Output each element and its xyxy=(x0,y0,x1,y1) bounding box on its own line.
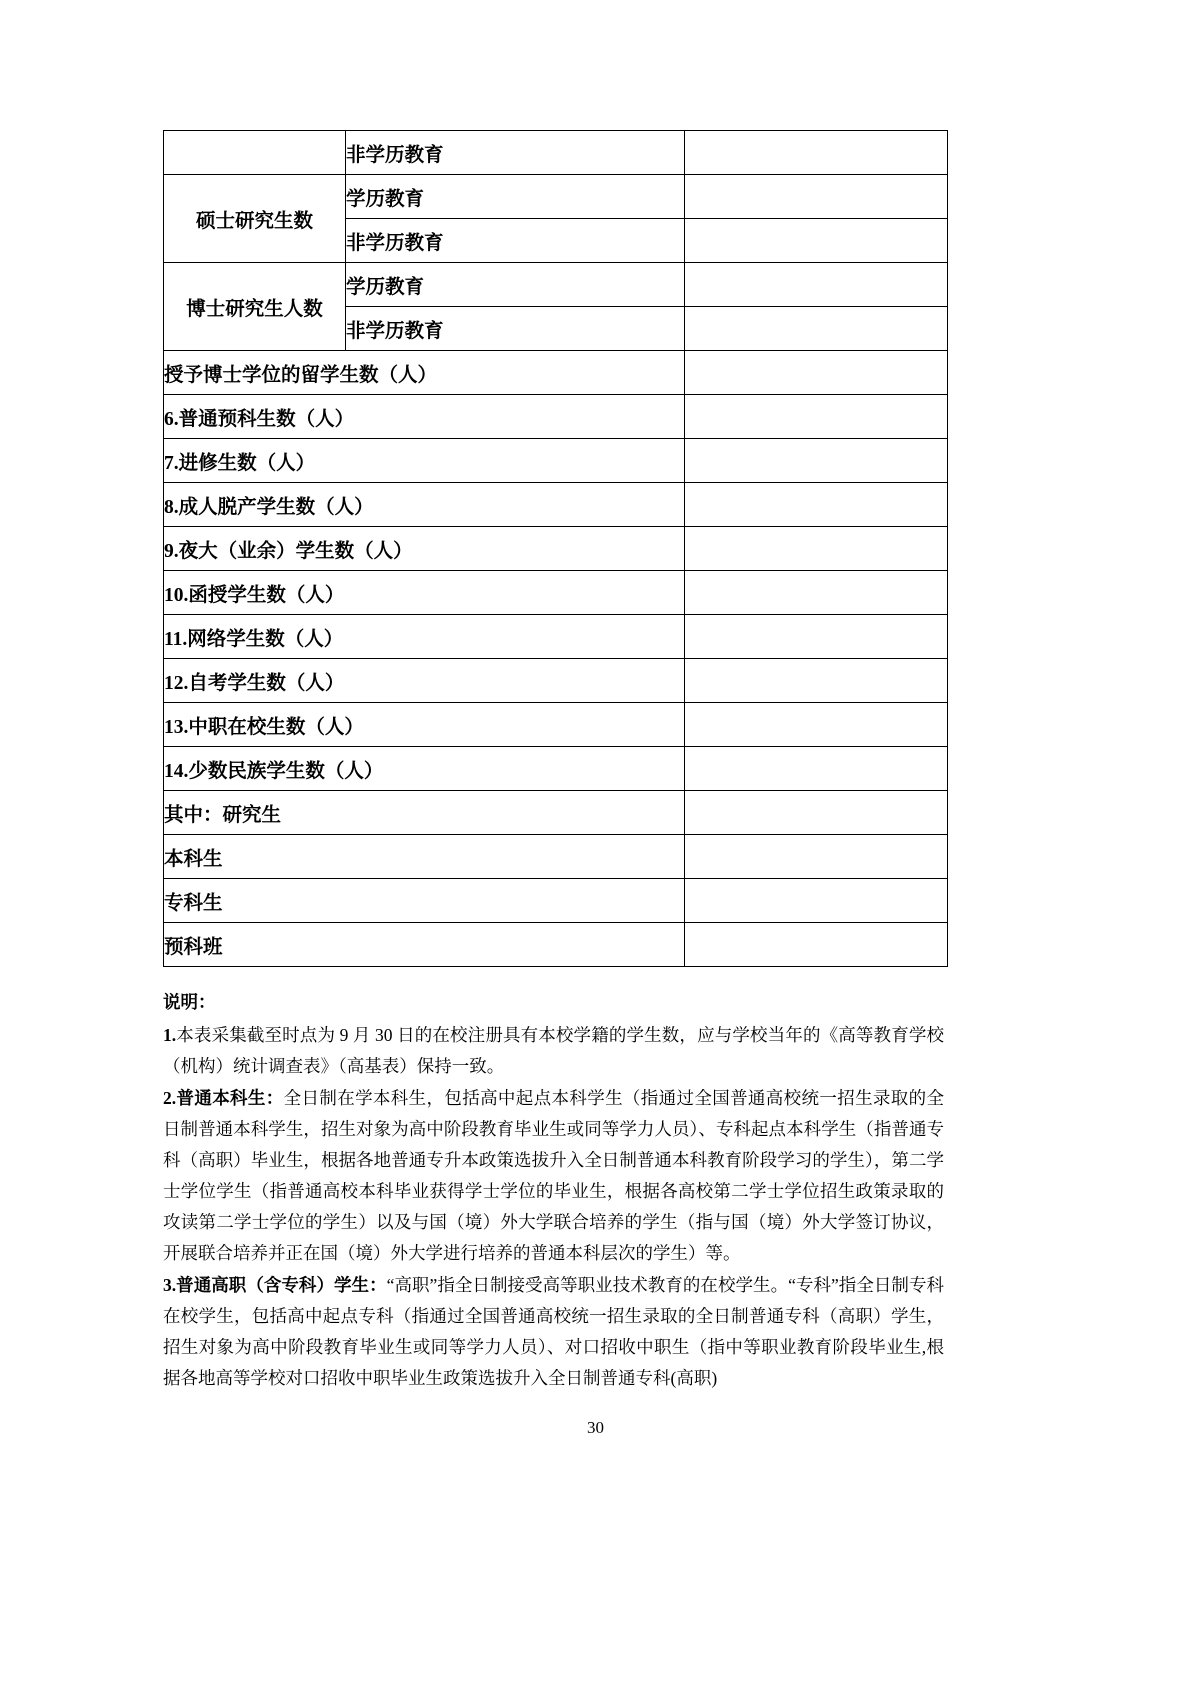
row-subcategory-cell: 非学历教育 xyxy=(346,219,685,263)
table-row xyxy=(164,923,948,967)
row-label-cell: 本科生 xyxy=(164,835,685,879)
row-value-cell[interactable] xyxy=(685,351,948,395)
note-lead: 3.普通高职（含专科）学生： xyxy=(163,1275,387,1295)
note-item xyxy=(163,1020,944,1082)
row-label-cell: 7.进修生数（人） xyxy=(164,439,685,483)
row-value-cell[interactable] xyxy=(685,483,948,527)
table-row xyxy=(164,527,948,571)
row-value-cell[interactable] xyxy=(685,571,948,615)
table-row xyxy=(164,175,948,219)
row-value-cell[interactable] xyxy=(685,263,948,307)
row-subcategory-cell: 非学历教育 xyxy=(346,307,685,351)
row-label-cell: 其中：研究生 xyxy=(164,791,685,835)
student-statistics-table xyxy=(163,130,948,967)
table-row xyxy=(164,351,948,395)
row-subcategory-cell: 非学历教育 xyxy=(346,131,685,175)
notes-section xyxy=(163,987,944,1394)
row-category-cell: 博士研究生人数 xyxy=(164,263,346,351)
row-category-cell xyxy=(164,131,346,175)
note-item xyxy=(163,1270,944,1394)
table-row xyxy=(164,571,948,615)
row-label-cell: 13.中职在校生数（人） xyxy=(164,703,685,747)
row-category-cell: 硕士研究生数 xyxy=(164,175,346,263)
table-body xyxy=(164,131,948,967)
table-row xyxy=(164,131,948,175)
note-text: “高职”指全日制接受高等职业技术教育的在校学生。“专科”指全日制专科在校学生，包括高中起点专科（指通过全国普通高校统一招生录取的全日制普通专科（高职）学生，招生对象为高中阶段教育毕业生或同等学力人员）、对口招收中职生（指中等职业教育阶段毕业生,根据各地高等学校对口招收中职毕业生政策选拔升入全日制普通专科(高职) xyxy=(163,1275,944,1388)
row-value-cell[interactable] xyxy=(685,703,948,747)
row-label-cell: 预科班 xyxy=(164,923,685,967)
table-row xyxy=(164,483,948,527)
row-value-cell[interactable] xyxy=(685,659,948,703)
row-label-cell: 9.夜大（业余）学生数（人） xyxy=(164,527,685,571)
table-row xyxy=(164,791,948,835)
note-lead: 1. xyxy=(163,1025,177,1045)
page-content xyxy=(163,130,944,1395)
row-label-cell: 14.少数民族学生数（人） xyxy=(164,747,685,791)
table-row xyxy=(164,615,948,659)
row-subcategory-cell: 学历教育 xyxy=(346,263,685,307)
row-value-cell[interactable] xyxy=(685,923,948,967)
row-value-cell[interactable] xyxy=(685,219,948,263)
row-value-cell[interactable] xyxy=(685,615,948,659)
row-label-cell: 授予博士学位的留学生数（人） xyxy=(164,351,685,395)
note-item xyxy=(163,1083,944,1269)
row-value-cell[interactable] xyxy=(685,439,948,483)
row-value-cell[interactable] xyxy=(685,131,948,175)
table-row xyxy=(164,439,948,483)
notes-title: 说明： xyxy=(163,992,216,1012)
row-label-cell: 6.普通预科生数（人） xyxy=(164,395,685,439)
note-text: 全日制在学本科生，包括高中起点本科学生（指通过全国普通高校统一招生录取的全日制普通本科学生，招生对象为高中阶段教育毕业生或同等学力人员）、专科起点本科学生（指普通专科（高职）毕业生，根据各地普通专升本政策选拔升入全日制普通本科教育阶段学习的学生），第二学士学位学生（指普通高校本科毕业获得学士学位的毕业生，根据各高校第二学士学位招生政策录取的攻读第二学士学位的学生）以及与国（境）外大学联合培养的学生（指与国（境）外大学签订协议，开展联合培养并正在国（境）外大学进行培养的普通本科层次的学生）等。 xyxy=(163,1088,945,1263)
note-text: 本表采集截至时点为 9 月 30 日的在校注册具有本校学籍的学生数，应与学校当年的《高等教育学校（机构）统计调查表》（高基表）保持一致。 xyxy=(163,1025,944,1076)
table-row xyxy=(164,659,948,703)
row-value-cell[interactable] xyxy=(685,527,948,571)
row-value-cell[interactable] xyxy=(685,307,948,351)
row-value-cell[interactable] xyxy=(685,879,948,923)
row-label-cell: 8.成人脱产学生数（人） xyxy=(164,483,685,527)
row-value-cell[interactable] xyxy=(685,747,948,791)
row-value-cell[interactable] xyxy=(685,175,948,219)
row-label-cell: 专科生 xyxy=(164,879,685,923)
row-value-cell[interactable] xyxy=(685,835,948,879)
table-row xyxy=(164,835,948,879)
row-value-cell[interactable] xyxy=(685,791,948,835)
table-row xyxy=(164,703,948,747)
table-row xyxy=(164,263,948,307)
row-subcategory-cell: 学历教育 xyxy=(346,175,685,219)
note-lead: 2.普通本科生： xyxy=(163,1088,284,1108)
row-label-cell: 12.自考学生数（人） xyxy=(164,659,685,703)
row-value-cell[interactable] xyxy=(685,395,948,439)
row-label-cell: 10.函授学生数（人） xyxy=(164,571,685,615)
table-row xyxy=(164,395,948,439)
table-row xyxy=(164,879,948,923)
table-row xyxy=(164,747,948,791)
row-label-cell: 11.网络学生数（人） xyxy=(164,615,685,659)
page-number: 30 xyxy=(587,1418,604,1437)
